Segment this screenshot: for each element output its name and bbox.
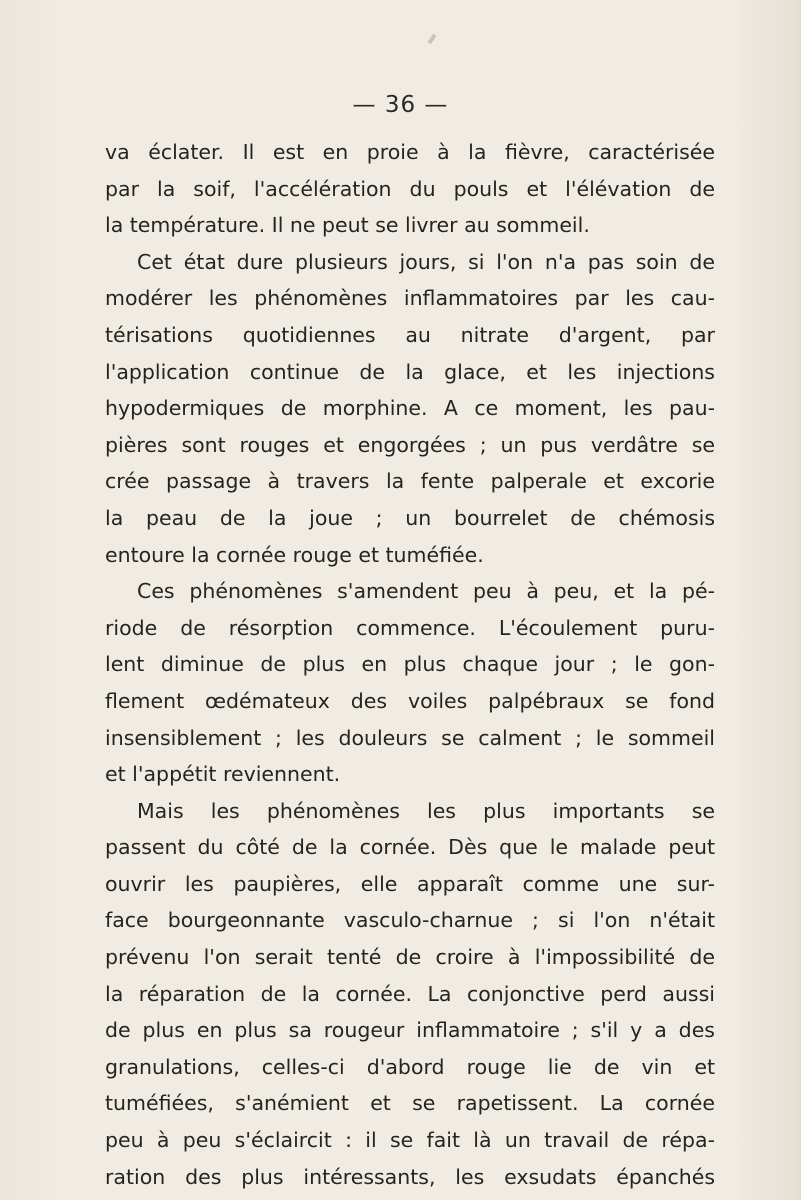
- text-line: ouvrir les paupières, elle apparaît comme une sur-: [105, 871, 715, 896]
- text-line: face bourgeonnante vasculo-charnue ; si l'on n'était: [105, 908, 715, 933]
- page-number: — 36 —: [352, 92, 449, 118]
- text-line: va éclater. Il est en proie à la fièvre, caractérisée: [105, 140, 715, 164]
- text-line: de plus en plus sa rougeur inflammatoire ; s'il y a des: [105, 1018, 715, 1043]
- text-line: et l'appétit reviennent.: [105, 762, 341, 787]
- text-line: pières sont rouges et engorgées ; un pus verdâtre se: [105, 432, 715, 457]
- text-line: peu à peu s'éclaircit : il se fait là un travail de répa-: [105, 1128, 715, 1153]
- print-speck: [427, 34, 436, 44]
- text-line: térisations quotidiennes au nitrate d'argent, par: [105, 322, 715, 347]
- text-line: par la soif, l'accélération du pouls et l'élévation de: [105, 176, 715, 201]
- text-line: riode de résorption commence. L'écoulement puru-: [105, 615, 715, 640]
- text-line: insensiblement ; les douleurs se calment ; le sommeil: [105, 725, 715, 750]
- text-line: crée passage à travers la fente palperale et excorie: [105, 469, 715, 494]
- body-text: [105, 134, 715, 1195]
- text-line: la température. Il ne peut se livrer au sommeil.: [105, 213, 590, 238]
- text-line: tuméfiées, s'anémient et se rapetissent. La cornée: [105, 1091, 715, 1116]
- text-line: prévenu l'on serait tenté de croire à l'impossibilité de: [105, 945, 715, 970]
- text-line: la réparation de la cornée. La conjonctive perd aussi: [105, 981, 715, 1006]
- text-line: lent diminue de plus en plus chaque jour ; le gon-: [105, 652, 715, 677]
- text-line: flement œdémateux des voiles palpébraux se fond: [105, 688, 715, 713]
- text-line: granulations, celles-ci d'abord rouge lie de vin et: [105, 1054, 715, 1079]
- paragraph-start-line: Mais les phénomènes les plus importants se: [137, 798, 715, 823]
- text-line: entoure la cornée rouge et tuméfiée.: [105, 542, 484, 567]
- text-line: passent du côté de la cornée. Dès que le malade peut: [105, 835, 715, 860]
- paragraph-start-line: Cet état dure plusieurs jours, si l'on n'a pas soin de: [137, 249, 715, 274]
- text-line: la peau de la joue ; un bourrelet de chémosis: [105, 505, 715, 530]
- paragraph-start-line: Ces phénomènes s'amendent peu à peu, et la pé-: [137, 579, 715, 604]
- text-line: modérer les phénomènes inflammatoires par les cau-: [105, 286, 715, 311]
- text-line: l'application continue de la glace, et les injections: [105, 359, 715, 384]
- text-line: hypodermiques de morphine. A ce moment, les pau-: [105, 396, 715, 421]
- text-line: ration des plus intéressants, les exsudats épanchés: [105, 1164, 715, 1189]
